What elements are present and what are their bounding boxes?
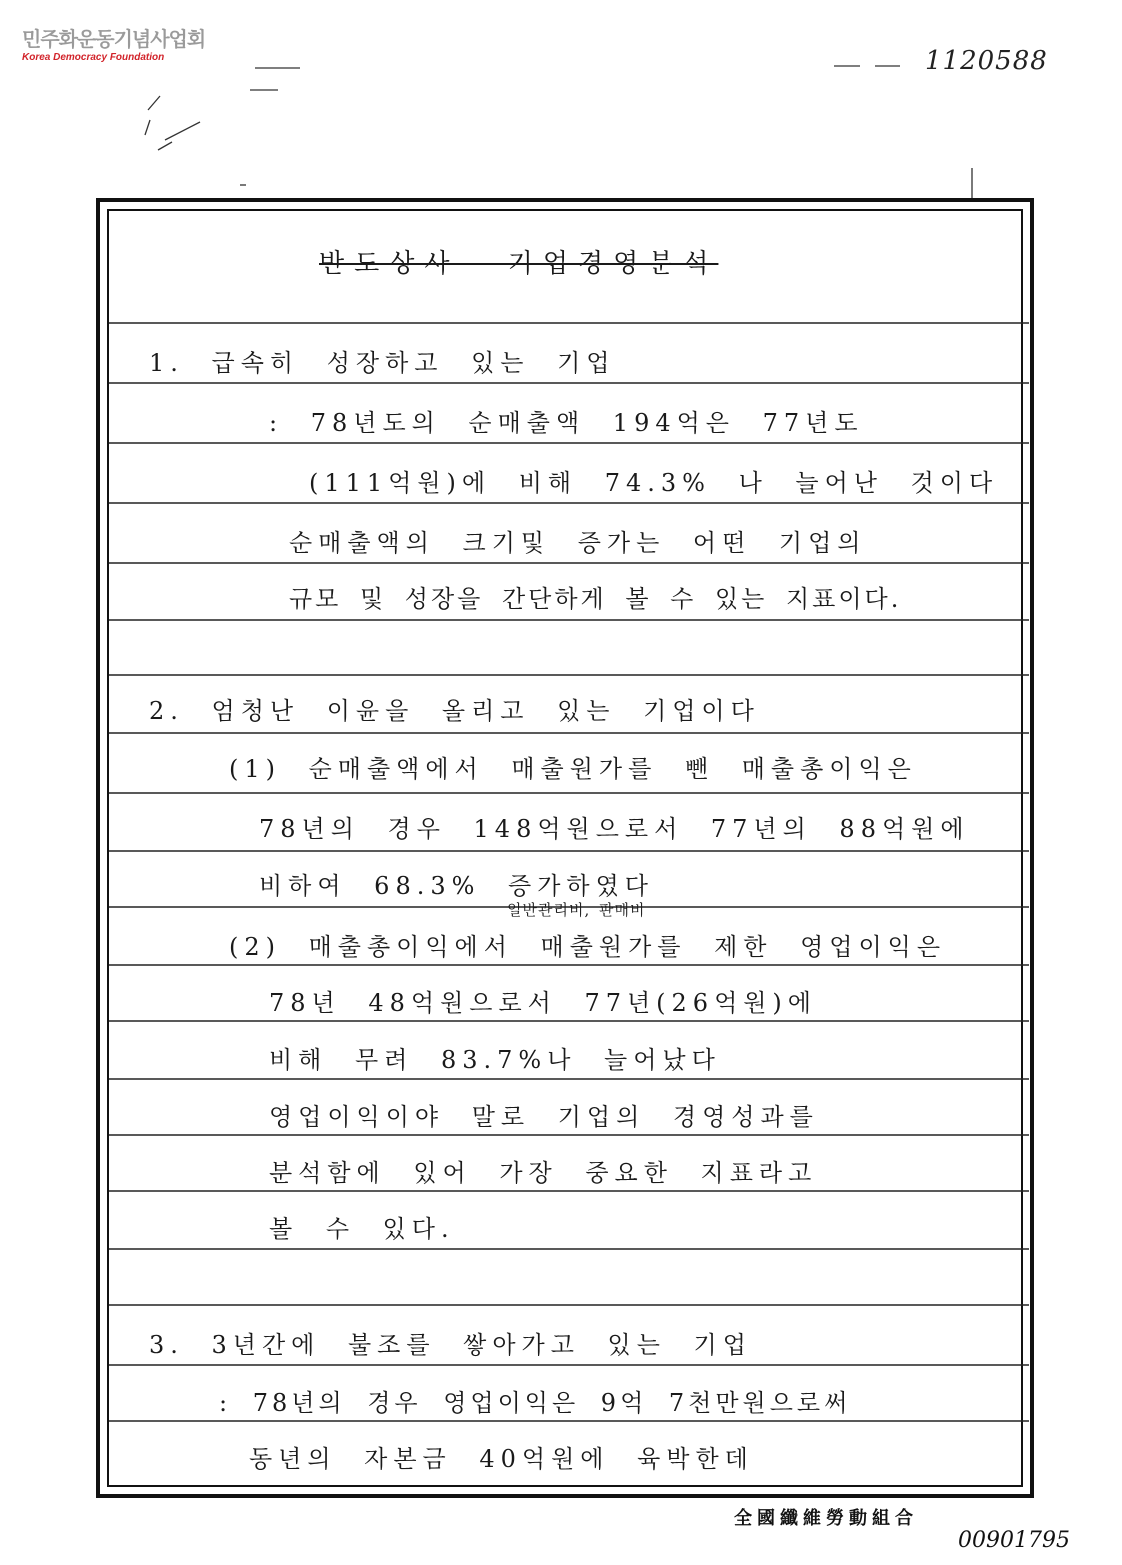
manuscript-line: (2) 매출총이익에서 매출원가를 제한 영업이익은 — [229, 933, 947, 961]
manuscript-line: 78년의 경우 148억원으로서 77년의 88억원에 — [259, 815, 970, 843]
manuscript-inner-frame — [107, 209, 1023, 1487]
section-1-heading: 1. 급속히 성장하고 있는 기업 — [149, 349, 616, 377]
manuscript-line: 78년 48억원으로서 77년(26억원)에 — [269, 989, 817, 1017]
section-3-heading: 3. 3년간에 불조를 쌓아가고 있는 기업 — [149, 1331, 752, 1359]
manuscript-line: 영업이익이야 말로 기업의 경영성과를 — [269, 1103, 819, 1131]
document-number-bottom: 00901795 — [958, 1528, 1070, 1553]
inserted-annotation: 일반관리비, 판매비 — [507, 901, 646, 919]
logo-korean-text: 민주화운동기념사업회 — [22, 27, 206, 51]
manuscript-line: 분석함에 있어 가장 중요한 지표라고 — [269, 1159, 818, 1187]
manuscript-title: 반도상사 기업경영분석 — [319, 249, 719, 279]
manuscript-line: : 78년도의 순매출액 194억은 77년도 — [269, 409, 864, 437]
manuscript-line: 볼 수 있다. — [269, 1215, 455, 1243]
manuscript-line: (1) 순매출액에서 매출원가를 뺀 매출총이익은 — [229, 755, 917, 783]
manuscript-line: 순매출액의 크기및 증가는 어떤 기업의 — [289, 529, 867, 557]
manuscript-line: 동년의 자본금 40억원에 육박한데 — [249, 1445, 754, 1473]
manuscript-line: : 78년의 경우 영업이익은 9억 7천만원으로써 — [219, 1389, 852, 1417]
manuscript-line: 비하여 68.3% 증가하였다 — [259, 872, 654, 900]
manuscript-line: 비해 무려 83.7%나 늘어났다 — [269, 1046, 721, 1074]
scan-marks — [0, 0, 1122, 200]
manuscript-line: (111억원)에 비해 74.3% 나 늘어난 것이다 — [309, 469, 999, 497]
section-2-heading: 2. 엄청난 이윤을 올리고 있는 기업이다 — [149, 697, 760, 725]
logo-english-text: Korea Democracy Foundation — [22, 52, 165, 63]
document-number-top: 1120588 — [925, 46, 1048, 76]
manuscript-paper — [96, 198, 1034, 1498]
union-stamp-text: 全國纖維勞動組合 — [734, 1508, 918, 1529]
manuscript-line: 규모 및 성장을 간단하게 볼 수 있는 지표이다. — [289, 585, 902, 613]
